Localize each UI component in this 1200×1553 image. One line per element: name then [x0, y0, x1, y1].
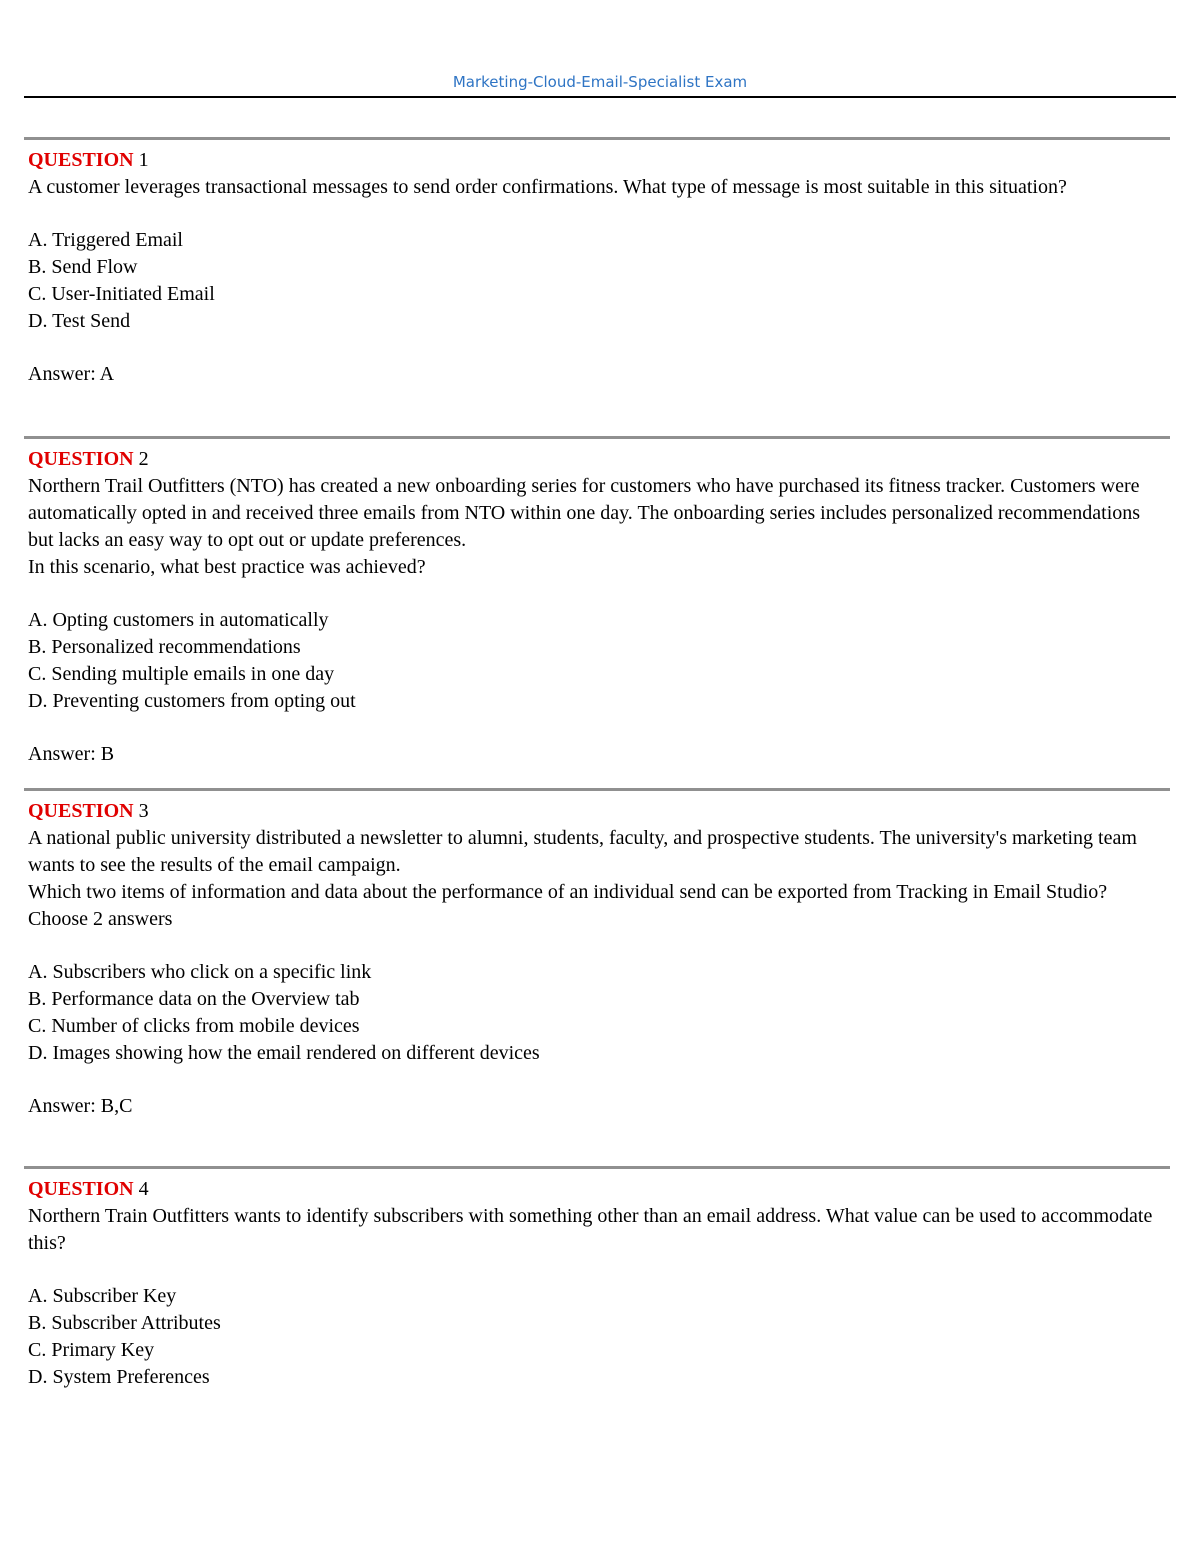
question-paragraph: In this scenario, what best practice was achieved? [28, 556, 426, 578]
question-paragraph: Northern Train Outfitters wants to identify subscribers with something other than an email address. What value can be used to accommodate this? [28, 1205, 1153, 1254]
question-label: QUESTION [28, 448, 134, 470]
option-b: B. Subscriber Attributes [28, 1312, 221, 1334]
question-number: 4 [138, 1178, 149, 1200]
answer-text: Answer: B [28, 743, 115, 765]
option-d: D. Test Send [28, 310, 131, 332]
question-divider [24, 1166, 1170, 1169]
option-b: B. Send Flow [28, 256, 138, 278]
option-c: C. Sending multiple emails in one day [28, 663, 335, 685]
option-d: D. System Preferences [28, 1366, 210, 1388]
question-divider [24, 436, 1170, 439]
answer-options [28, 959, 1168, 1067]
answer-options [28, 227, 1168, 335]
question-text [28, 1203, 1168, 1257]
question-text [28, 473, 1168, 581]
option-a: A. Triggered Email [28, 229, 183, 251]
question-paragraph: A national public university distributed a newsletter to alumni, students, faculty, and prospective students. The university's marketing team wants to see the results of the email campaign. [28, 827, 1137, 876]
question-label: QUESTION [28, 800, 134, 822]
question-paragraph: Which two items of information and data about the performance of an individual send can be exported from Tracking in Email Studio? [28, 881, 1108, 903]
question-text [28, 825, 1168, 933]
option-c: C. Primary Key [28, 1339, 155, 1361]
page-header [24, 72, 1176, 98]
option-d: D. Images showing how the email rendered on different devices [28, 1042, 540, 1064]
question-number: 2 [138, 448, 149, 470]
question-divider [24, 788, 1170, 791]
question-paragraph: Choose 2 answers [28, 908, 173, 930]
question-heading [28, 147, 1168, 174]
answer-options [28, 607, 1168, 715]
option-a: A. Subscribers who click on a specific link [28, 961, 372, 983]
question-divider [24, 137, 1170, 140]
question-label: QUESTION [28, 149, 134, 171]
question-text [28, 174, 1168, 201]
option-b: B. Personalized recommendations [28, 636, 301, 658]
option-a: A. Subscriber Key [28, 1285, 177, 1307]
option-c: C. Number of clicks from mobile devices [28, 1015, 360, 1037]
question-heading [28, 798, 1168, 825]
option-c: C. User-Initiated Email [28, 283, 215, 305]
question-heading [28, 446, 1168, 473]
question-heading [28, 1176, 1168, 1203]
option-a: A. Opting customers in automatically [28, 609, 329, 631]
question-label: QUESTION [28, 1178, 134, 1200]
option-d: D. Preventing customers from opting out [28, 690, 356, 712]
answer-text: Answer: B,C [28, 1095, 133, 1117]
answer-text: Answer: A [28, 363, 115, 385]
answer-options [28, 1283, 1168, 1391]
page-title: Marketing-Cloud-Email-Specialist Exam [452, 73, 748, 91]
question-paragraph: Northern Trail Outfitters (NTO) has created a new onboarding series for customers who have purchased its fitness tracker. Customers were automatically opted in and received three emails from NTO within one day. The onboarding series includes personalized recommendations but lacks an easy way to opt out or update preferences. [28, 475, 1141, 551]
question-paragraph: A customer leverages transactional messages to send order confirmations. What type of message is most suitable in this situation? [28, 176, 1067, 198]
option-b: B. Performance data on the Overview tab [28, 988, 360, 1010]
question-number: 3 [138, 800, 149, 822]
question-number: 1 [138, 149, 149, 171]
